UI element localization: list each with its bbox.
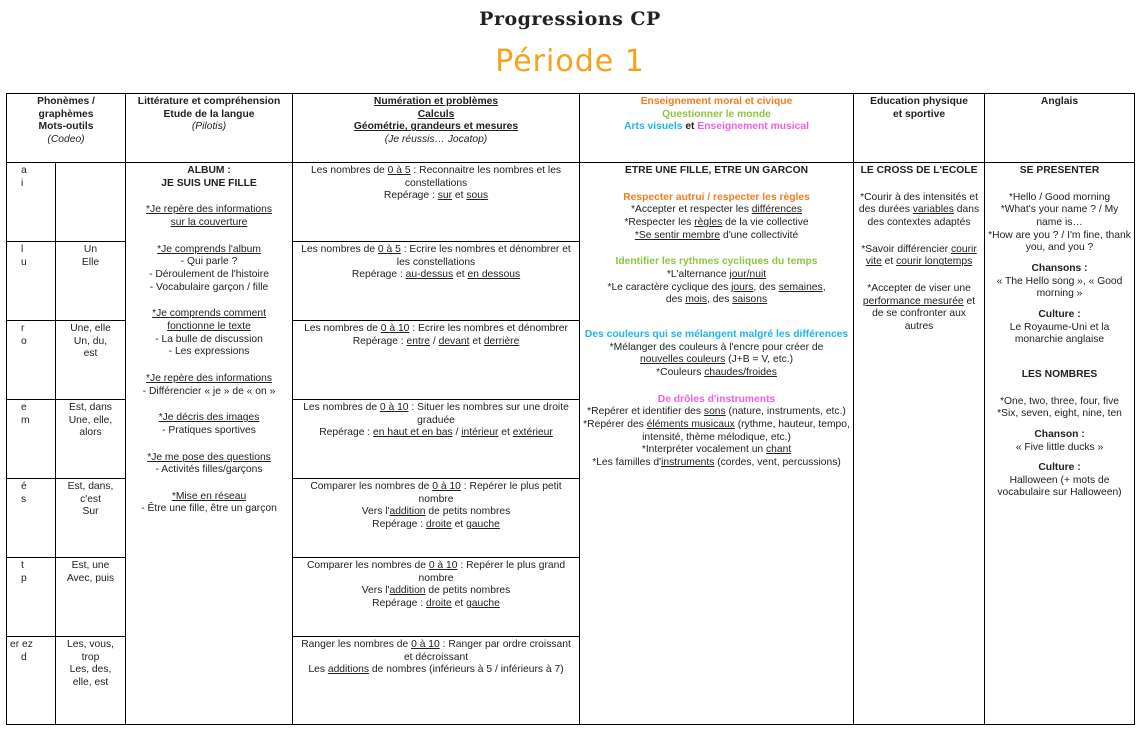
phoneme-cell: a i bbox=[7, 163, 56, 242]
words-cell: Les, vous, trop Les, des, elle, est bbox=[56, 637, 126, 725]
header-phonemes: Phonèmes / graphèmes Mots-outils (Codeo) bbox=[7, 94, 126, 163]
words-cell: Est, dans, c'est Sur bbox=[56, 479, 126, 558]
header-literature: Littérature et compréhension Etude de la langue (Pilotis) bbox=[126, 94, 293, 163]
table-row bbox=[7, 163, 1135, 242]
phoneme-cell: r o bbox=[7, 321, 56, 400]
page-title: Progressions CP bbox=[479, 8, 661, 30]
numeration-cell: Les nombres de 0 à 5 : Reconnaitre les nombres et les constellations Repérage : sur et sous bbox=[293, 163, 580, 242]
header-row bbox=[7, 94, 1135, 163]
numeration-cell: Ranger les nombres de 0 à 10 : Ranger par ordre croissant et décroissant Les additions de nombres (inférieurs à 5 / inférieurs à 7) bbox=[293, 637, 580, 725]
anglais-cell: SE PRESENTER *Hello / Good morning *What's your name ? / My name is… *How are you ? / I'm fine, thank you, and you ? Chansons : « The Hello song », « Good morning » Culture : Le Royaume-Uni et la monarchie anglaise LES NOMBRES *One, two, three, four, five *Six, seven, eight, nine, ten Chanson : « Five little ducks » Culture : Halloween (+ mots de vocabulaire sur Halloween) bbox=[985, 163, 1135, 725]
phoneme-cell: é s bbox=[7, 479, 56, 558]
phoneme-cell: er ez d bbox=[7, 637, 56, 725]
period-subtitle: Période 1 bbox=[495, 44, 645, 79]
numeration-cell: Les nombres de 0 à 10 : Situer les nombres sur une droite graduée Repérage : en haut et en bas / intérieur et extérieur bbox=[293, 400, 580, 479]
emc-cell: ETRE UNE FILLE, ETRE UN GARCON Respecter autrui / respecter les règles *Accepter et respecter les différences *Respecter les règles de la vie collective *Se sentir membre d'une collectivité Identifier les rythmes cycliques du temps *L'alternance jour/nuit *Le caractère cyclique des jours, des semaines, des mois, des saisons Des couleurs qui se mélangent malgré les différences *Mélanger des couleurs à l'encre pour créer de nouvelles couleurs (J+B = V, etc.) *Couleurs chaudes/froides De drôles d'instruments *Repérer et identifier des sons (nature, instruments, etc.) *Repérer des éléments musicaux (rythme, hauteur, tempo, intensité, thème mélodique, etc.) *Interpréter vocalement un chant *Les familles d'instruments (cordes, vent, percussions) bbox=[580, 163, 854, 725]
progression-table bbox=[6, 93, 1135, 725]
words-cell: Est, dans Une, elle, alors bbox=[56, 400, 126, 479]
header-eps: Education physique et sportive bbox=[854, 94, 985, 163]
phoneme-cell: e m bbox=[7, 400, 56, 479]
header-emc: Enseignement moral et civique Questionner le monde Arts visuels et Enseignement musical bbox=[580, 94, 854, 163]
header-numeration: Numération et problèmes Calculs Géométrie, grandeurs et mesures (Je réussis… Jocatop) bbox=[293, 94, 580, 163]
phoneme-cell: l u bbox=[7, 242, 56, 321]
literature-cell: ALBUM : JE SUIS UNE FILLE *Je repère des informations sur la couverture *Je comprends l'album - Qui parle ? - Déroulement de l'histoire - Vocabulaire garçon / fille *Je comprends comment fonctionne le texte - La bulle de discussion - Les expressions *Je repère des informations - Différencier « je » de « on » *Je décris des images - Pratiques sportives *Je me pose des questions - Activités filles/garçons *Mise en réseau - Être une fille, être un garçon bbox=[126, 163, 293, 725]
header-anglais: Anglais bbox=[985, 94, 1135, 163]
words-cell: Un Elle bbox=[56, 242, 126, 321]
numeration-cell: Les nombres de 0 à 5 : Ecrire les nombres et dénombrer et les constellations Repérage : au-dessus et en dessous bbox=[293, 242, 580, 321]
words-cell: Une, elle Un, du, est bbox=[56, 321, 126, 400]
words-cell: Est, une Avec, puis bbox=[56, 558, 126, 637]
eps-cell: LE CROSS DE L'ECOLE *Courir à des intensités et des durées variables dans des contextes adaptés *Savoir différencier courir vite et courir longtemps *Accepter de viser une performance mesurée et de se confronter aux autres bbox=[854, 163, 985, 725]
phoneme-cell: t p bbox=[7, 558, 56, 637]
words-cell bbox=[56, 163, 126, 242]
numeration-cell: Comparer les nombres de 0 à 10 : Repérer le plus grand nombre Vers l'addition de petits nombres Repérage : droite et gauche bbox=[293, 558, 580, 637]
numeration-cell: Les nombres de 0 à 10 : Ecrire les nombres et dénombrer Repérage : entre / devant et derrière bbox=[293, 321, 580, 400]
numeration-cell: Comparer les nombres de 0 à 10 : Repérer le plus petit nombre Vers l'addition de petits nombres Repérage : droite et gauche bbox=[293, 479, 580, 558]
